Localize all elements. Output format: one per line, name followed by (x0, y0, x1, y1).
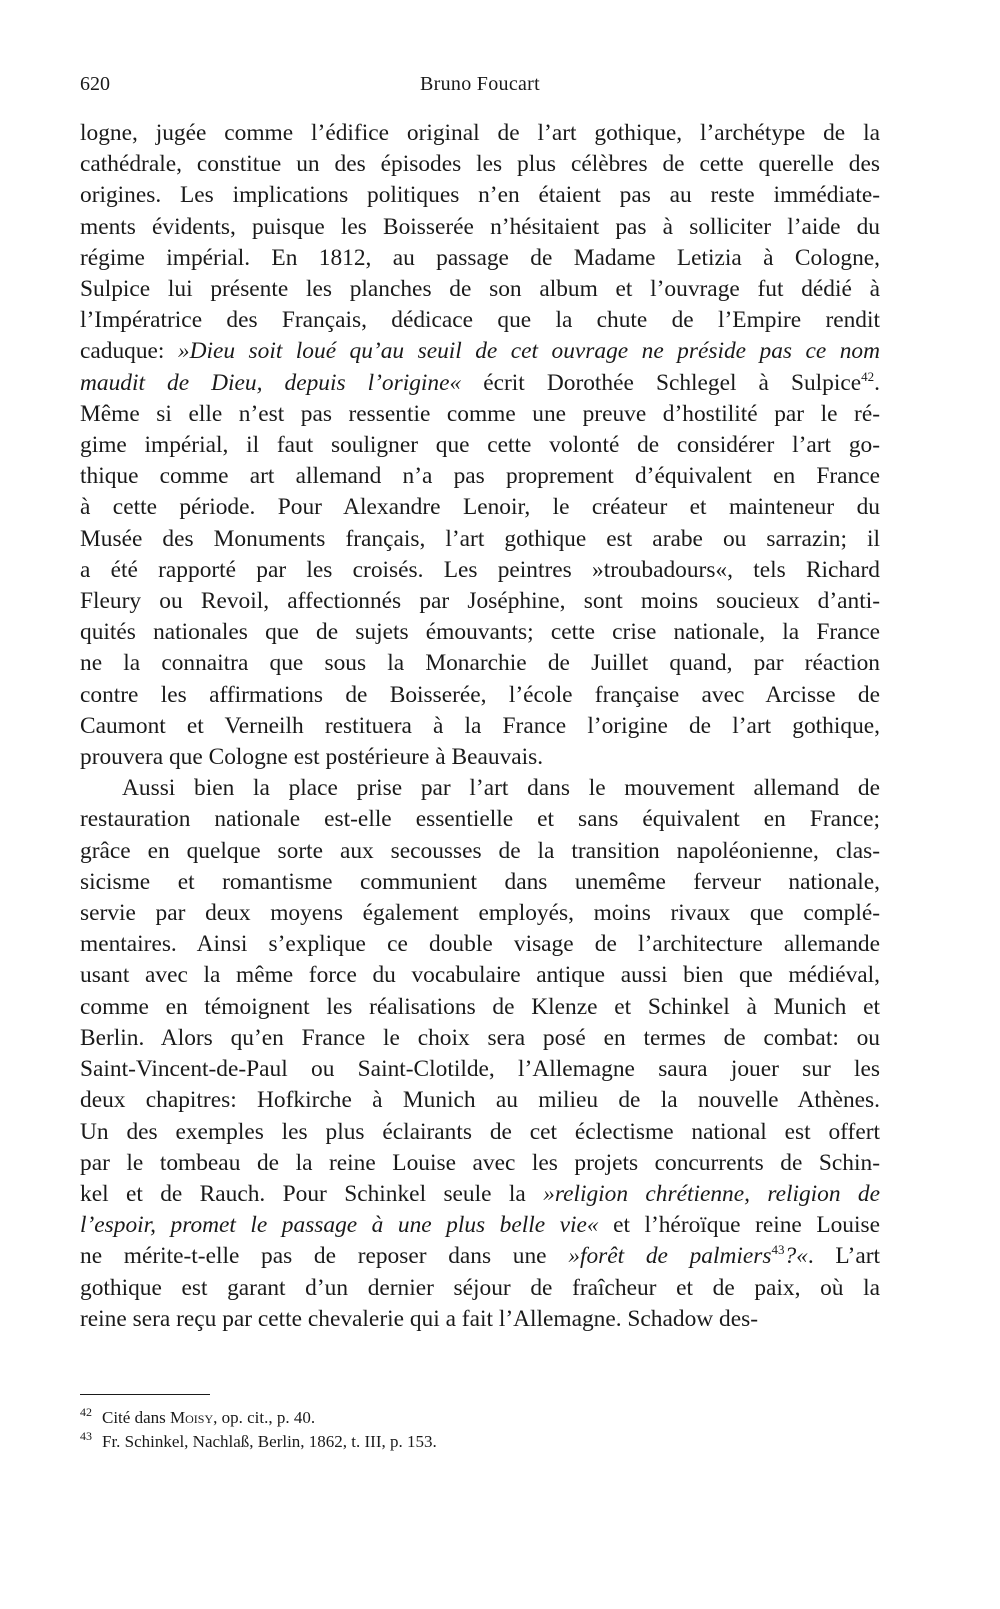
text-line (80, 680, 880, 711)
footnote-number: 43 (80, 1429, 92, 1444)
text-segment: gime impérial, il faut souligner que cette volonté de considérer l’art go- (80, 432, 880, 459)
text-segment: régime impérial. En 1812, au passage de Madame Letizia à Cologne, (80, 244, 880, 271)
text-segment: sicisme et romantisme communient dans unemême ferveur nationale, (80, 868, 880, 895)
footnote-author-smallcaps: Moisy (170, 1408, 214, 1427)
text-line (80, 648, 880, 679)
page-header (80, 72, 880, 96)
text-segment: Musée des Monuments français, l’art gothique est arabe ou sarrazin; il (80, 525, 880, 552)
footnotes (80, 1406, 880, 1454)
text-line (80, 212, 880, 243)
text-line (80, 336, 880, 367)
footnote-reference: 43 (771, 1242, 785, 1258)
text-segment: reine sera reçu par cette chevalerie qui a fait l’Allemagne. Schadow des- (80, 1305, 758, 1332)
text-segment: logne, jugée comme l’édifice original de l’art gothique, l’archétype de la (80, 120, 880, 146)
text-line (80, 773, 880, 804)
text-segment: grâce en quelque sorte aux secousses de la transition napoléonienne, clas- (80, 837, 880, 864)
text-segment: usant avec la même force du vocabulaire antique aussi bien que médiéval, (80, 962, 880, 989)
quoted-italic-text: »religion chrétienne, religion de (543, 1180, 880, 1207)
quoted-italic-text: maudit de Dieu, depuis l’origine« (80, 369, 462, 396)
footnote-separator (80, 1394, 210, 1395)
text-line (80, 118, 880, 149)
text-segment: Même si elle n’est pas ressentie comme une preuve d’hostilité par le ré- (80, 400, 880, 427)
footnote (80, 1430, 880, 1454)
text-line (80, 368, 880, 399)
text-segment: contre les affirmations de Boisserée, l’école française avec Arcisse de (80, 681, 880, 708)
text-line (80, 399, 880, 430)
text-line (80, 180, 880, 211)
text-segment: à cette période. Pour Alexandre Lenoir, le créateur et mainteneur du (80, 494, 880, 521)
text-line (80, 804, 880, 835)
text-line (80, 305, 880, 336)
text-segment: prouvera que Cologne est postérieure à Beauvais. (80, 744, 544, 771)
paragraph (80, 118, 880, 773)
quoted-italic-text: »Dieu soit loué qu’au seuil de cet ouvrage ne préside pas ce nom (177, 338, 880, 365)
text-segment: kel et de Rauch. Pour Schinkel seule la (80, 1180, 544, 1207)
text-segment: a été rapporté par les croisés. Les peintres »troubadours«, tels Richard (80, 556, 880, 583)
text-line (80, 1023, 880, 1054)
text-segment: par le tombeau de la reine Louise avec les projets concurrents de Schin- (80, 1149, 880, 1176)
text-segment: et l’héroïque reine Louise (598, 1212, 880, 1239)
text-segment: Fleury ou Revoil, affectionnés par Joséphine, sont moins soucieux d’anti- (80, 588, 880, 615)
footnote-number: 42 (80, 1405, 92, 1420)
text-segment: quités nationales que de sujets émouvants; cette crise nationale, la France (80, 619, 880, 646)
text-line (80, 742, 880, 773)
text-segment: Aussi bien la place prise par l’art dans le mouvement allemand de (122, 775, 880, 802)
footnote-text: Cité dans (102, 1408, 170, 1427)
quoted-italic-text: »forêt de palmiers (568, 1243, 772, 1270)
text-segment: comme en témoignent les réalisations de Klenze et Schinkel à Munich et (80, 993, 880, 1020)
paragraph (80, 773, 880, 1335)
text-line (80, 1054, 880, 1085)
text-line (80, 1241, 880, 1272)
text-segment: . (874, 369, 880, 396)
text-line (80, 898, 880, 929)
text-line (80, 617, 880, 648)
text-segment: Sulpice lui présente les planches de son album et l’ouvrage fut dédié à (80, 276, 880, 303)
footnote-text: Fr. Schinkel, Nachlaß, Berlin, 1862, t. III, p. 153. (102, 1432, 437, 1451)
text-line (80, 836, 880, 867)
text-segment: ments évidents, puisque les Boisserée n’hésitaient pas à solliciter l’aide du (80, 213, 880, 240)
text-line (80, 1210, 880, 1241)
text-segment: cathédrale, constitue un des épisodes les plus célèbres de cette querelle des (80, 151, 880, 178)
text-segment: Un des exemples les plus éclairants de cet éclectisme national est offert (80, 1118, 880, 1145)
text-segment: Berlin. Alors qu’en France le choix sera posé en termes de combat: ou (80, 1024, 880, 1051)
text-line (80, 430, 880, 461)
text-line (80, 711, 880, 742)
text-segment: ne mérite-t-elle pas de reposer dans une (80, 1243, 569, 1270)
text-segment: restauration nationale est-elle essentielle et sans équivalent en France; (80, 806, 880, 833)
text-segment: gothique est garant d’un dernier séjour de fraîcheur et de paix, où la (80, 1274, 880, 1301)
text-segment: caduque: (80, 338, 178, 365)
footnote-text: , op. cit., p. 40. (213, 1408, 316, 1427)
text-segment: thique comme art allemand n’a pas proprement d’équivalent en France (80, 463, 880, 490)
text-line (80, 1273, 880, 1304)
text-line (80, 461, 880, 492)
page-number: 620 (80, 73, 110, 95)
text-line (80, 1148, 880, 1179)
text-line (80, 867, 880, 898)
text-segment: mentaires. Ainsi s’explique ce double visage de l’architecture allemande (80, 931, 880, 958)
text-segment: origines. Les implications politiques n’en étaient pas au reste immédiate- (80, 182, 880, 209)
text-line (80, 586, 880, 617)
body-text (80, 118, 880, 1335)
text-line (80, 929, 880, 960)
text-line (80, 960, 880, 991)
text-segment: servie par deux moyens également employés, moins rivaux que complé- (80, 900, 880, 927)
text-line (80, 492, 880, 523)
text-line (80, 149, 880, 180)
text-line (80, 1304, 880, 1335)
text-segment: Saint-Vincent-de-Paul ou Saint-Clotilde, l’Allemagne saura jouer sur les (80, 1056, 880, 1083)
text-line (80, 1117, 880, 1148)
text-line (80, 243, 880, 274)
text-segment: deux chapitres: Hofkirche à Munich au milieu de la nouvelle Athènes. (80, 1087, 880, 1114)
running-head-author: Bruno Foucart (420, 73, 540, 95)
text-line (80, 1179, 880, 1210)
text-segment: l’Impératrice des Français, dédicace que la chute de l’Empire rendit (80, 307, 880, 334)
text-line (80, 555, 880, 586)
quoted-italic-text: l’espoir, promet le passage à une plus belle vie« (80, 1212, 599, 1239)
text-segment: Caumont et Verneilh restituera à la France l’origine de l’art gothique, (80, 712, 880, 739)
text-segment: . L’art (807, 1243, 880, 1270)
text-line (80, 1085, 880, 1116)
text-segment: ne la connaitra que sous la Monarchie de Juillet quand, par réaction (80, 650, 880, 677)
footnote-reference: 42 (861, 368, 875, 384)
footnote (80, 1406, 880, 1430)
text-line (80, 992, 880, 1023)
text-segment: écrit Dorothée Schlegel à Sulpice (461, 369, 862, 396)
text-line (80, 524, 880, 555)
quoted-italic-text: ?« (784, 1243, 808, 1270)
text-line (80, 274, 880, 305)
